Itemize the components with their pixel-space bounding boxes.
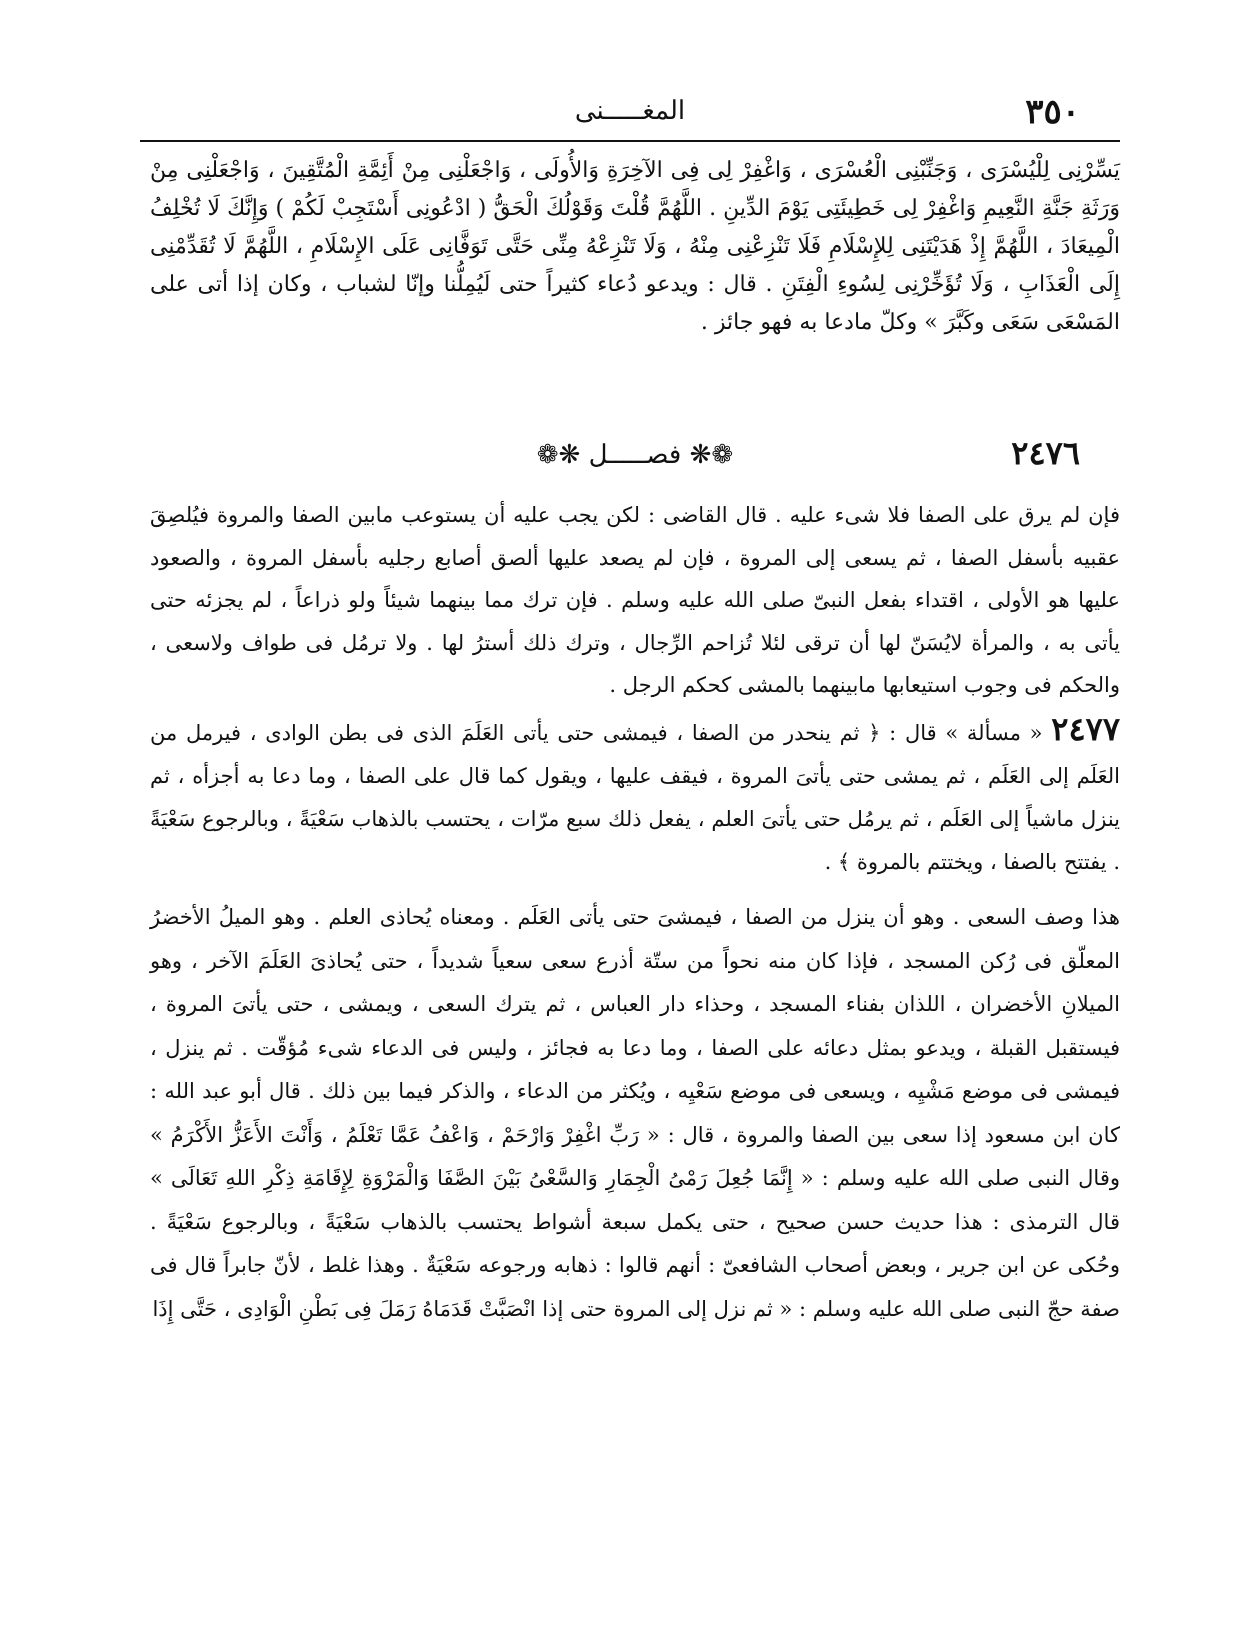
section-number: ٢٤٧٦: [1011, 434, 1080, 472]
paragraph-sai-text: هذا وصف السعى . وهو أن ينزل من الصفا ، فيمشىَ حتى يأتى العَلَم . ومعناه يُحاذى العلم . وهو الميلُ الأخضرُ المعلّق فى رُكن المسجد ، فإذا كان منه نحواً من ستّة أذرع سعى سعياً شديداً ، حتى يُحاذىَ العَلَمَ الآخر ، وهو الميلانِ الأخضران ، اللذان بفناء المسجد ، وحذاء دار العباس ، ثم يترك السعى ، ويمشى ، حتى يأتىَ المروة ، فيستقبل القبلة ، ويدعو بمثل دعائه على الصفا ، وما دعا به فجائز ، وليس فى الدعاء شىء مُؤقّت . ثم ينزل ، فيمشى فى موضع مَشْيِه ، ويسعى فى موضع سَعْيِه ، ويُكثر من الدعاء ، والذكر فيما بين ذلك . قال أبو عبد الله : كان ابن مسعود إذا سعى بين الصفا والمروة ، قال : « رَبِّ اغْفِرْ وَارْحَمْ ، وَاعْفُ عَمَّا تَعْلَمُ ، وَأَنْتَ الأَعَزُّ الأَكْرَمُ » وقال النبى صلى الله عليه وسلم : « إِنَّمَا جُعِلَ رَمْىُ الْجِمَارِ وَالسَّعْىُ بَيْنَ الصَّفَا وَالْمَرْوَةِ لِإِقَامَةِ ذِكْرِ اللهِ تَعَالَى » قال الترمذى : هذا حديث حسن صحيح ، حتى يكمل سبعة أشواط يحتسب بالذهاب سَعْيَةً ، وبالرجوع سَعْيَةً . وحُكى عن ابن جرير ، وبعض أصحاب الشافعىّ : أنهم قالوا : ذهابه ورجوعه سَعْيَةٌ . وهذا غلط ، لأنّ جابراً قال فى صفة حجّ النبى صلى الله عليه وسلم : « ثم نزل إلى المروة حتى إذا انْصَبَّتْ قَدَمَاهُ رَمَلَ فِى بَطْنِ الْوَادِى ، حَتَّى إِذَا: [150, 905, 1120, 1321]
header-rule: [140, 140, 1120, 142]
book-title: المغـــــنى: [574, 96, 686, 126]
masala-block: [150, 708, 1120, 884]
section-heading: [150, 434, 1120, 482]
masala-number: ٢٤٧٧: [1051, 710, 1120, 748]
paragraph-dua-text: يَسِّرْنِى لِلْيُسْرَى ، وَجَنِّبْنِى الْعُسْرَى ، وَاغْفِرْ لِى فِى الآخِرَةِ وَالأُولَى ، وَاجْعَلْنِى مِنْ أَئِمَّةِ الْمُتَّقِينَ ، وَاجْعَلْنِى مِنْ وَرَثَةِ جَنَّةِ النَّعِيمِ وَاغْفِرْ لِى خَطِيئَتِى يَوْمَ الدِّينِ . اللَّهُمَّ قُلْتَ وَقَوْلُكَ الْحَقُّ ( ادْعُونِى أَسْتَجِبْ لَكُمْ ) وَإِنَّكَ لَا تُخْلِفُ الْمِيعَادَ ، اللَّهُمَّ إِذْ هَدَيْتَنِى لِلإِسْلَامِ فَلَا تَنْزِعْنِى مِنْهُ ، وَلَا تَنْزِعْهُ مِنِّى حَتَّى تَوَفَّانِى عَلَى الإِسْلَامِ ، اللَّهُمَّ لَا تُقَدِّمْنِى إِلَى الْعَذَابِ ، وَلَا تُؤَخِّرْنِى لِسُوءِ الْفِتَنِ . قال : ويدعو دُعاء كثيراً حتى لَيُمِلُّنا وإنّا لشباب ، وكان إذا أتى على المَسْعَى سَعَى وكَبَّرَ » وكلّ مادعا به فهو جائز .: [150, 158, 1121, 335]
section-title: [150, 440, 1120, 470]
page-header: [140, 92, 1120, 138]
paragraph-safa-text: فإن لم يرق على الصفا فلا شىء عليه . قال القاضى : لكن يجب عليه أن يستوعب مابين الصفا والمروة فيُلصِقَ عقبيه بأسفل الصفا ، ثم يسعى إلى المروة ، فإن لم يصعد عليها ألصق أصابع رجليه بأسفل المروة ، والصعود عليها هو الأولى ، اقتداء بفعل النبىّ صلى الله عليه وسلم . فإن ترك مما بينهما شيئاً ولو ذراعاً ، لم يجزئه حتى يأتى به ، والمرأة لايُسَنّ لها أن ترقى لئلا تُزاحم الرِّجال ، وترك ذلك أسترُ لها . ولا ترمُل فى طواف ولاسعى ، والحكم فى وجوب استيعابها مابينهما بالمشى كحكم الرجل .: [150, 503, 1120, 697]
paragraph-sai: [150, 896, 1120, 1331]
paragraph-dua: [150, 152, 1120, 342]
page-number: ٣٥٠: [1025, 92, 1080, 132]
section-label: فصـــــل: [588, 440, 682, 470]
paragraph-safa: [150, 494, 1120, 707]
ornament-left-icon: ❋❁: [536, 440, 581, 470]
masala-text: « مسألة » قال : ﴿ ثم ينحدر من الصفا ، فيمشى حتى يأتى العَلَمَ الذى فى بطن الوادى ، فيرمل من العَلَم إلى العَلَم ، ثم يمشى حتى يأتىَ المروة ، فيقف عليها ، ويقول كما قال على الصفا ، وما دعا به أجزأه ، ثم ينزل ماشياً إلى العَلَم ، ثم يرمُل حتى يأتىَ العلم ، يفعل ذلك سبع مرّات ، يحتسب بالذهاب سَعْيَةً ، وبالرجوع سَعْيَةً . يفتتح بالصفا ، ويختتم بالمروة ﴾ .: [150, 721, 1120, 874]
ornament-right-icon: ❁❋: [689, 440, 734, 470]
